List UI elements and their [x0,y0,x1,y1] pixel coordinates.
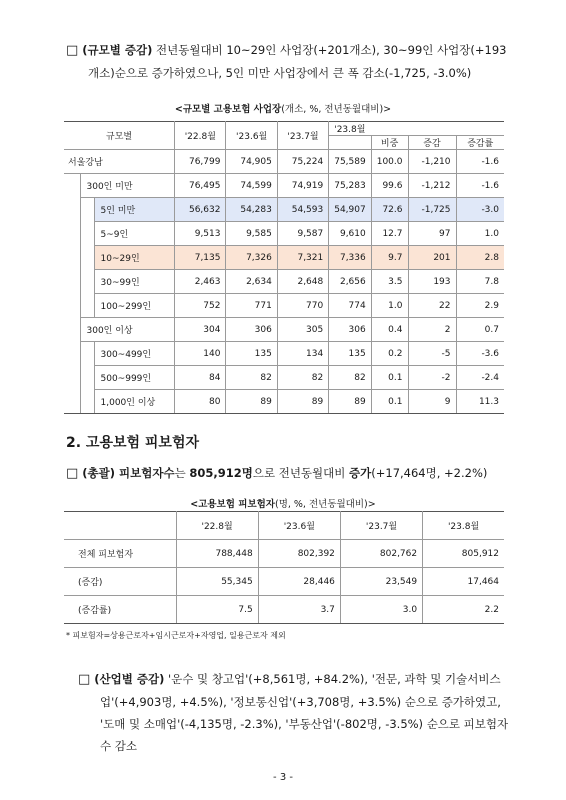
row-label: 전체 피보험자 [64,540,176,568]
cell: 771 [226,294,277,318]
paragraph-heading: (규모별 증감) [82,43,153,57]
paragraph-size-change [66,39,516,84]
indent-spacer [64,390,80,414]
row-label: 300~499인 [94,342,175,366]
cell: 135 [226,342,277,366]
header-ratio: 비중 [371,136,408,150]
row-label: 100~299인 [94,294,175,318]
cell: 23,549 [340,568,422,596]
cell: 9 [408,390,456,414]
cell: 97 [408,222,456,246]
cell: -2.4 [456,366,504,390]
cell: -3.0 [456,198,504,222]
cell: 9.7 [371,246,408,270]
checkbox-bullet: □ [78,672,91,687]
indent-spacer [80,198,94,222]
table-row [64,318,504,342]
indent-spacer [64,270,80,294]
indent-spacer [80,294,94,318]
cell: 2.2 [423,596,504,624]
cell: 7.8 [456,270,504,294]
checkbox-bullet: □ [66,43,79,58]
indent-spacer [80,246,94,270]
cell: 80 [175,390,226,414]
cell: 805,912 [423,540,504,568]
table1-caption [0,101,566,115]
table-row [64,150,504,174]
cell: 3.0 [340,596,422,624]
page-number: - 3 - [273,772,293,783]
cell: 770 [277,294,328,318]
cell: 9,610 [329,222,372,246]
cell: 3.5 [371,270,408,294]
table2-caption [0,496,566,510]
cell: 54,593 [277,198,328,222]
cell: 82 [226,366,277,390]
header-blank [64,512,176,540]
cell: 2.8 [456,246,504,270]
footnote: * 피보험자=상용근로자+임시근로자+자영업, 일용근로자 제외 [66,631,286,640]
indent-spacer [64,174,80,198]
table-row [64,366,504,390]
indent-spacer [64,366,80,390]
cell: 28,446 [258,568,340,596]
indent-spacer [64,246,80,270]
cell: 788,448 [176,540,258,568]
cell: 17,464 [423,568,504,596]
cell: 1.0 [456,222,504,246]
table-row [64,174,504,198]
cell: 7,326 [226,246,277,270]
indent-spacer [80,270,94,294]
cell: 306 [329,318,372,342]
table-row [64,342,504,366]
cell: 304 [175,318,226,342]
indent-spacer [80,366,94,390]
cell: 1.0 [371,294,408,318]
cell: 134 [277,342,328,366]
cell: 7,321 [277,246,328,270]
cell: 74,919 [277,174,328,198]
cell: 9,585 [226,222,277,246]
text: 는 [174,466,190,480]
cell: 201 [408,246,456,270]
cell: 89 [277,390,328,414]
table-row [64,198,504,222]
header-col3: '23.7월 [277,122,328,150]
row-label: 5인 미만 [94,198,175,222]
cell: 54,907 [329,198,372,222]
paragraph-text: 전년동월대비 10~29인 사업장(+201개소), 30~99인 사업장(+193개소)순으로 증가하였으나, 5인 미만 사업장에서 큰 폭 감소(-1,725, -3.0%) [88,43,507,80]
cell: -1,210 [408,150,456,174]
cell: 193 [408,270,456,294]
table2-caption-title: <고용보험 피보험자 [190,499,275,510]
bold-text: 805,912명 [189,466,253,480]
cell: 55,345 [176,568,258,596]
indent-spacer [80,222,94,246]
row-label: 서울강남 [64,150,175,174]
cell: 135 [329,342,372,366]
cell: 2 [408,318,456,342]
text: (+17,464명, +2.2%) [371,466,488,480]
table-row [64,568,504,596]
cell: 9,513 [175,222,226,246]
table-row [64,270,504,294]
cell: 82 [329,366,372,390]
cell: 3.7 [258,596,340,624]
cell: -1.6 [456,174,504,198]
row-label: 10~29인 [94,246,175,270]
paragraph-insured-summary [66,462,516,485]
header-col4: '23.8월 [329,122,504,136]
cell: 2,648 [277,270,328,294]
cell: 56,632 [175,198,226,222]
cell: 84 [175,366,226,390]
cell: 802,762 [340,540,422,568]
header-col: '23.6월 [258,512,340,540]
cell: 2,463 [175,270,226,294]
table1-caption-units: (개소, %, 전년동월대비)> [281,104,392,115]
row-label: 1,000인 이상 [94,390,175,414]
cell: 22 [408,294,456,318]
table2-caption-units: (명, %, 전년동월대비)> [274,499,376,510]
cell: 82 [277,366,328,390]
header-col: '23.7월 [340,512,422,540]
table1-caption-title: <규모별 고용보험 사업장 [174,104,282,115]
cell: 7.5 [176,596,258,624]
row-label: 30~99인 [94,270,175,294]
cell: 2.9 [456,294,504,318]
table-row [64,390,504,414]
row-label: (증감) [64,568,176,596]
indent-spacer [80,342,94,366]
header-col: '23.8월 [423,512,504,540]
cell: 89 [226,390,277,414]
table-row [64,246,504,270]
cell: 802,392 [258,540,340,568]
cell: 75,283 [329,174,372,198]
workplace-size-table [64,121,504,414]
cell: 9,587 [277,222,328,246]
header-size: 규모별 [64,122,175,150]
row-label: 300인 미만 [80,174,175,198]
bold-text: 증가 [349,466,372,480]
indent-spacer [64,318,80,342]
header-col2: '23.6월 [226,122,277,150]
paragraph-heading: (산업별 증감) [94,672,165,686]
paragraph-industry-change [78,668,518,757]
cell: 0.1 [371,366,408,390]
cell: -1,725 [408,198,456,222]
indent-spacer [64,198,80,222]
indent-spacer [64,294,80,318]
cell: 11.3 [456,390,504,414]
cell: -1,212 [408,174,456,198]
table-row [64,540,504,568]
indent-spacer [80,390,94,414]
cell: 12.7 [371,222,408,246]
cell: 306 [226,318,277,342]
cell: 75,224 [277,150,328,174]
cell: 76,799 [175,150,226,174]
cell: 75,589 [329,150,372,174]
cell: 140 [175,342,226,366]
header-blank [329,136,372,150]
cell: 0.4 [371,318,408,342]
cell: -3.6 [456,342,504,366]
checkbox-bullet: □ [66,466,79,481]
header-col: '22.8월 [176,512,258,540]
header-change: 증감 [408,136,456,150]
cell: -2 [408,366,456,390]
cell: 7,135 [175,246,226,270]
cell: 305 [277,318,328,342]
cell: 54,283 [226,198,277,222]
indent-spacer [64,222,80,246]
row-label: 500~999인 [94,366,175,390]
cell: 0.1 [371,390,408,414]
cell: 774 [329,294,372,318]
cell: 0.7 [456,318,504,342]
cell: 74,905 [226,150,277,174]
cell: 7,336 [329,246,372,270]
cell: 752 [175,294,226,318]
section-heading: 2. 고용보험 피보험자 [66,435,199,451]
text: 으로 전년동월대비 [252,466,350,480]
cell: 2,656 [329,270,372,294]
table-header-row [64,512,504,540]
row-label: 300인 이상 [80,318,175,342]
table-row [64,222,504,246]
cell: 72.6 [371,198,408,222]
row-label: 5~9인 [94,222,175,246]
cell: 89 [329,390,372,414]
cell: 100.0 [371,150,408,174]
bold-text: (총괄) 피보험자수 [82,466,175,480]
cell: -5 [408,342,456,366]
header-col1: '22.8월 [175,122,226,150]
table-row [64,596,504,624]
cell: 74,599 [226,174,277,198]
indent-spacer [64,342,80,366]
row-label: (증감률) [64,596,176,624]
paragraph-text: '운수 및 창고업'(+8,561명, +84.2%), '전문, 과학 및 기술서비스업'(+4,903명, +4.5%), '정보통신업'(+3,708명, +3.5%) 순으로 증가하였고, '도매 및 소매업'(-4,135명, -2.3%), '부동산업'(-802명, -3.5%) 순으로 피보험자 수 감소 [100,672,509,753]
cell: 2,634 [226,270,277,294]
cell: 99.6 [371,174,408,198]
cell: 0.2 [371,342,408,366]
insured-persons-table [64,511,504,624]
cell: 76,495 [175,174,226,198]
table-row [64,294,504,318]
header-rate: 증감률 [456,136,504,150]
cell: -1.6 [456,150,504,174]
